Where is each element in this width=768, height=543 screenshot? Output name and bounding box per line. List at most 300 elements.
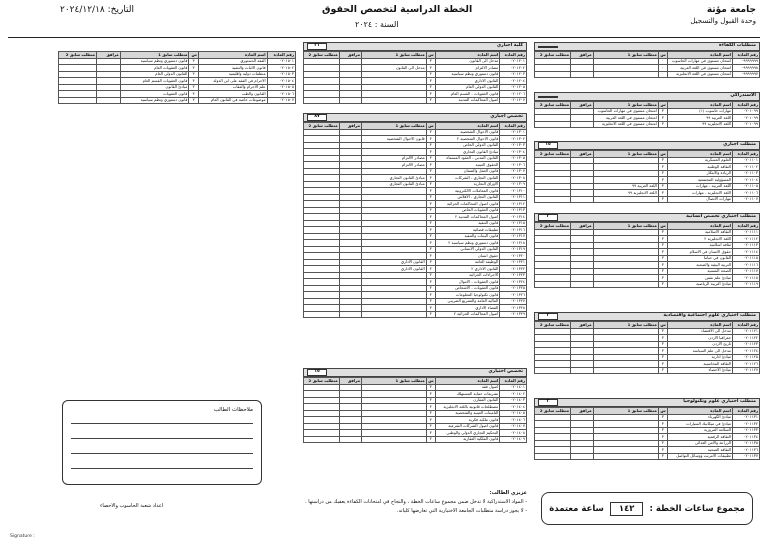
course-cell: ٠٢٠١٣٢٣ — [500, 272, 527, 279]
course-cell: ٠٢٠١١١٢ — [733, 236, 760, 243]
column-header: مرافق — [96, 52, 120, 59]
column-header: س — [426, 52, 435, 59]
course-cell: مبادئ القانون التجاري — [362, 175, 427, 182]
course-cell: ٠٢٠١٣٠٥ — [500, 155, 527, 162]
course-cell: ٣ — [426, 246, 435, 253]
course-cell: اصول فقه — [435, 384, 500, 391]
print-date — [60, 5, 134, 15]
course-cell: ٣ — [426, 266, 435, 273]
course-cell: القضاء الاداري — [435, 305, 500, 312]
block-header — [534, 312, 760, 321]
course-cell: ٠٢٠١١٣٦ — [733, 447, 760, 454]
course-cell: القانون الاداري — [362, 259, 427, 266]
course-cell: ٠٢٠١١٠٢ — [733, 164, 760, 171]
course-cell: ٣ — [658, 275, 667, 282]
course-cell: ٣ — [426, 384, 435, 391]
course-cell: ٠٢٠١١٠٤ — [733, 177, 760, 184]
course-cell: ٠٢٠١١٢٥ — [733, 354, 760, 361]
course-cell: ٣ — [426, 227, 435, 234]
course-cell: قانون العقوبات الخاص — [435, 207, 500, 214]
course-cell: التحكيم التجاري الدولي والوطني — [435, 430, 500, 437]
course-cell: الثقافة الاسلامية — [667, 229, 732, 236]
course-cell: السلامة المرورية — [667, 427, 732, 434]
course-cell: ٠٢٠١٣٠٧ — [500, 168, 527, 175]
course-cell: تطبيقات الانترنت ووسائل التواصل — [667, 453, 732, 460]
column-header: اسم المادة — [667, 151, 732, 158]
course-cell: ٠٢٠١١٠١ — [733, 157, 760, 164]
course-cell: ٣ — [658, 164, 667, 171]
credits-value: ١٥ — [307, 369, 327, 376]
course-cell: التأمينات العينية والشخصية — [435, 410, 500, 417]
course-cell: اللغة الانجليزية - مهارات — [667, 190, 732, 197]
course-cell: ٣ — [658, 242, 667, 249]
course-cell: موضوعات خاصة في القانون العام — [198, 97, 267, 104]
course-cell: القانون المدني - العقود المسماة — [435, 155, 500, 162]
course-cell: ٠٢٠١١٣٣ — [733, 427, 760, 434]
column-header: رقم المادة — [267, 52, 295, 59]
courses-table — [303, 377, 527, 443]
course-cell: مبادئ علم نفس — [667, 275, 732, 282]
course-cell — [535, 196, 571, 203]
course-cell — [535, 281, 571, 288]
course-cell: ٠٢٠١٥٠٤ — [267, 78, 295, 85]
course-cell — [304, 436, 340, 443]
course-cell: ٠ — [658, 65, 667, 72]
courses-table — [303, 122, 527, 318]
courses-table — [534, 407, 760, 460]
column-header: مرافق — [571, 322, 594, 329]
credits-value: ٣ — [538, 313, 558, 320]
course-cell: ٣ — [426, 240, 435, 247]
course-row — [304, 436, 527, 443]
course-cell: ٠٢٠١١٠٧ — [733, 196, 760, 203]
course-cell: ٠٢٠١٠٩٩ — [733, 108, 760, 115]
column-header: متطلب سابق 2 — [304, 52, 340, 59]
course-cell: مدخل الى علم السياسة — [667, 348, 732, 355]
course-cell: القانون والطب — [198, 91, 267, 98]
course-cell: الفقه الدستوري — [198, 58, 267, 65]
block-header — [303, 42, 527, 51]
block-credits — [538, 142, 558, 149]
header-rule — [8, 37, 760, 38]
course-cell: ٣ — [426, 78, 435, 85]
course-cell — [571, 453, 594, 460]
course-cell: ٠٢٠١١٢٦ — [733, 361, 760, 368]
course-cell: ٣ — [426, 162, 435, 169]
column-header: س — [189, 52, 198, 59]
course-cell: ٣ — [426, 194, 435, 201]
course-cell: ٣ — [189, 78, 198, 85]
column-header: متطلب سابق 1 — [362, 378, 427, 385]
column-header: متطلب سابق 2 — [535, 102, 571, 109]
course-cell: ٣ — [426, 168, 435, 175]
course-cell: اللغة الانجليزية ٩٩ — [593, 190, 658, 197]
course-cell: ٣ — [426, 207, 435, 214]
course-cell: ٠٢٠١٣٢٨ — [500, 305, 527, 312]
block-title: تخصص اختياري — [488, 369, 523, 375]
course-cell: القانون الدولي الانساني — [435, 246, 500, 253]
courses-table — [534, 101, 760, 128]
course-cell: قانون الاحوال الشخصية ٢ — [435, 136, 500, 143]
column-header: مرافق — [571, 408, 594, 415]
block-header — [303, 368, 527, 377]
column-header: اسم المادة — [435, 52, 500, 59]
course-cell: ٣ — [426, 259, 435, 266]
course-cell — [535, 121, 571, 128]
course-cell: امتحان مستوى في اللغة الانجليزية — [667, 71, 732, 78]
course-cell: قانون تكنولوجيا المعلومات — [435, 292, 500, 299]
course-cell — [339, 311, 361, 318]
course-cell: القانون الدولي العام — [120, 71, 189, 78]
course-cell: ٠٢٠١٢٠٢ — [500, 65, 527, 72]
course-cell: ٣ — [658, 157, 667, 164]
course-cell: ٣ — [189, 91, 198, 98]
course-cell: ٠٢٠١٢٠٦ — [500, 91, 527, 98]
column-header: متطلب سابق 1 — [120, 52, 189, 59]
course-cell: جغرافيا الاردن — [667, 335, 732, 342]
course-cell: قانون دستوري ونظم سياسية — [120, 97, 189, 104]
guide-note-2: - لا يجوز دراسة متطلبات الجامعة الاختيارية التي تعارضها كلياته. — [396, 508, 527, 514]
course-cell: ٣ — [658, 262, 667, 269]
course-cell: ٣ — [426, 285, 435, 292]
block-major-mandatory — [303, 113, 527, 318]
course-cell: ٣ — [658, 341, 667, 348]
course-cell: ٣ — [658, 348, 667, 355]
courses-table — [534, 321, 760, 374]
column-header: مرافق — [571, 102, 594, 109]
credits-value — [538, 96, 558, 98]
column-header: اسم المادة — [667, 102, 732, 109]
column-header: اسم المادة — [667, 223, 732, 230]
course-cell: ٠٢٠١٠٩٩ — [733, 115, 760, 122]
course-cell: مبادئ القانون — [120, 84, 189, 91]
course-cell: ٣ — [658, 447, 667, 454]
block-humanities-elective — [534, 213, 760, 288]
course-cell: مبادئ القانون التجاري — [435, 149, 500, 156]
course-cell: ٠٢٠١٣٢١ — [500, 259, 527, 266]
course-cell: ٣ — [658, 236, 667, 243]
course-cell: قانون العقوبات - الاموال — [435, 279, 500, 286]
course-cell: ٠٢٠١٣٠٤ — [500, 149, 527, 156]
course-cell: اللغة العربية ٩٩ — [593, 183, 658, 190]
course-cell: ٣ — [658, 440, 667, 447]
guide-title: عزيزي الطالب: — [489, 490, 527, 496]
column-header: اسم المادة — [667, 322, 732, 329]
course-cell: ٠٢٠١٥٠١ — [267, 58, 295, 65]
course-cell: ٠٢٠١٥٠٦ — [267, 91, 295, 98]
course-row — [535, 71, 760, 78]
course-cell — [535, 367, 571, 374]
block-credits — [538, 313, 558, 320]
courses-table — [303, 51, 527, 104]
course-cell: ٣ — [426, 149, 435, 156]
course-cell: قانون اصول المحاكمات الجزائية — [435, 201, 500, 208]
block-header — [534, 213, 760, 222]
credits-value: ٢١ — [307, 43, 327, 50]
course-cell: الثقافة الصحية — [667, 447, 732, 454]
guide-note-1: - المواد الاستدراكية لا تدخل ضمن مجموع ساعات الخطة ، والنجاح في امتحانات الكفاءة يعفيك من دراستها . — [305, 499, 527, 505]
column-header: رقم المادة — [733, 102, 760, 109]
course-cell: اصول المحاكمات المدنية — [435, 97, 500, 104]
course-cell: ٣ — [658, 108, 667, 115]
course-cell: ٣ — [426, 272, 435, 279]
course-cell: ٣ — [658, 453, 667, 460]
courses-table — [534, 150, 760, 203]
course-cell — [339, 97, 361, 104]
course-cell: ٠٢٠١٣٠٨ — [500, 175, 527, 182]
course-cell: ٠٢٠١٣١١ — [500, 194, 527, 201]
column-header: س — [658, 408, 667, 415]
course-cell: التربية البيئية والصحية — [667, 262, 732, 269]
course-cell — [304, 311, 340, 318]
course-cell: القانون التجاري - الشركات — [435, 175, 500, 182]
course-cell: ٣ — [426, 417, 435, 424]
course-cell: ٣ — [426, 220, 435, 227]
course-cell: ٠٢٠١٤٠٨ — [500, 430, 527, 437]
course-cell: مدخل الى القانون — [435, 58, 500, 65]
course-cell: ٠٢٠١١١٣ — [733, 242, 760, 249]
course-row — [535, 281, 760, 288]
course-cell: ٣ — [426, 298, 435, 305]
course-cell: تشريعات حماية المستهلك — [435, 391, 500, 398]
column-header: متطلب سابق 2 — [59, 52, 97, 59]
notes-line — [71, 468, 253, 469]
page-header — [0, 0, 768, 36]
column-header: مرافق — [571, 151, 594, 158]
course-cell: مصادر الالتزام — [435, 65, 500, 72]
column-header: مرافق — [339, 123, 361, 130]
column-header: متطلب سابق 2 — [535, 223, 571, 230]
block-major-elective — [303, 368, 527, 443]
credits-value: ٨٧ — [307, 114, 327, 121]
course-cell: ٣ — [658, 115, 667, 122]
course-cell: ٠٢٠١٣٢٢ — [500, 266, 527, 273]
course-cell: قانون الاثبات والتنفيذ — [198, 65, 267, 72]
course-cell: قانون العمل والضمان — [435, 168, 500, 175]
course-cell: ٣ — [426, 91, 435, 98]
course-cell: ٠٢٠١٢٠٥ — [500, 84, 527, 91]
column-header: متطلب سابق 1 — [593, 223, 658, 230]
course-cell: الريادة والابتكار — [667, 170, 732, 177]
course-cell: ٣ — [426, 279, 435, 286]
block-header — [534, 141, 760, 150]
course-cell: ٠٢٠١٣٢٤ — [500, 279, 527, 286]
course-cell: المالية العامة والتشريع الضريبي — [435, 298, 500, 305]
course-cell: امتحان مستوى في اللغة العربية — [667, 65, 732, 72]
course-cell: قانون المعاملات الالكترونية — [435, 188, 500, 195]
course-cell: قانون الملكية العقارية — [435, 436, 500, 443]
course-cell: ٣ — [658, 335, 667, 342]
course-cell: ٠٢٠١٣١٧ — [500, 233, 527, 240]
course-cell: ٣ — [658, 328, 667, 335]
course-cell: القانون الدولي الخاص — [435, 142, 500, 149]
course-cell: ٣ — [426, 410, 435, 417]
course-cell: ٣ — [658, 170, 667, 177]
course-cell: ٠٢٠١١١٧ — [733, 268, 760, 275]
column-header: مرافق — [571, 52, 594, 59]
course-cell: ٣ — [426, 214, 435, 221]
course-cell: مبادئ القانون التجاري — [362, 181, 427, 188]
course-cell: ٣ — [658, 367, 667, 374]
course-cell: ٣ — [658, 190, 667, 197]
course-cell: مبادئ ادارية — [667, 354, 732, 361]
course-cell: ٠٢٠١٥٠٣ — [267, 71, 295, 78]
course-cell — [362, 311, 427, 318]
course-row — [535, 196, 760, 203]
course-cell: ٣ — [426, 436, 435, 443]
course-cell: ٠٢٠١٣١٣ — [500, 207, 527, 214]
notes-line — [71, 453, 253, 454]
course-cell: مبادئ في ميكانيك السيارات — [667, 421, 732, 428]
block-science-elective — [534, 398, 760, 460]
course-cell: ٣ — [426, 404, 435, 411]
course-cell — [571, 367, 594, 374]
column-header: متطلب سابق 1 — [593, 151, 658, 158]
course-cell: ٣ — [658, 268, 667, 275]
course-cell: ٠٢٠١١٢١ — [733, 328, 760, 335]
course-cell: قانون الاحوال الشخصية — [362, 136, 427, 143]
course-cell: ٠٢٠١٣٢٥ — [500, 285, 527, 292]
course-cell — [535, 71, 571, 78]
course-cell — [593, 453, 658, 460]
course-cell: مبادئ الاحصاء — [667, 367, 732, 374]
column-header: س — [658, 151, 667, 158]
course-cell: ٣ — [189, 58, 198, 65]
course-cell: مصادر الالتزام — [362, 155, 427, 162]
prepared-by: اعداد شعبة الحاسوب والاحصاء — [100, 503, 164, 509]
column-header: متطلب سابق 1 — [362, 123, 427, 130]
course-cell: ٠٢٠١١١٨ — [733, 275, 760, 282]
block-title: كلية اجباري — [496, 43, 523, 49]
course-cell: مهارات الاتصال — [667, 196, 732, 203]
block-remedial — [534, 92, 760, 128]
course-cell: قانون الاحوال الشخصية — [435, 129, 500, 136]
course-cell: ٠٢٠١١٠٣ — [733, 170, 760, 177]
column-header: متطلب سابق 2 — [304, 378, 340, 385]
course-cell — [362, 97, 427, 104]
course-cell: الاجراءات الجزائية — [435, 272, 500, 279]
course-cell: القانون في حياتنا — [667, 255, 732, 262]
course-cell: ٠٢٠١٣٠١ — [500, 129, 527, 136]
course-cell: ٣ — [658, 183, 667, 190]
column-header: متطلب سابق 1 — [593, 408, 658, 415]
block-major-elective-list — [58, 51, 296, 104]
course-cell: ٠٢٠١٣٠٣ — [500, 142, 527, 149]
block-competency — [534, 42, 760, 78]
course-cell: ٠٢٠١٤٠١ — [500, 384, 527, 391]
notes-title: ملاحظات الطالب — [213, 407, 253, 413]
plan-year — [355, 20, 398, 29]
course-cell: ٣ — [426, 71, 435, 78]
course-cell: ٠٢٠١٤٠٥ — [500, 410, 527, 417]
course-cell: القانون المقارن — [435, 397, 500, 404]
course-cell: ٠٢٠١٤٠٦ — [500, 417, 527, 424]
course-cell: ٣ — [426, 423, 435, 430]
column-header: رقم المادة — [500, 378, 527, 385]
column-header: متطلب سابق 2 — [535, 151, 571, 158]
course-cell: ٣ — [658, 121, 667, 128]
column-header: متطلب سابق 2 — [304, 123, 340, 130]
course-cell — [593, 196, 658, 203]
block-faculty-mandatory — [303, 42, 527, 104]
course-cell: اصول المحاكمات الجزائية ٢ — [435, 311, 500, 318]
column-header: رقم المادة — [733, 151, 760, 158]
course-cell: ٠٢٠١١٢٢ — [733, 335, 760, 342]
plan-title: الخطة الدراسية لتخصص الحقوق — [322, 4, 473, 15]
course-cell: مهارات حاسوب (١) — [667, 108, 732, 115]
student-notes-box — [62, 400, 262, 485]
course-cell: امتحان مستوى في اللغة الانجليزية — [593, 121, 658, 128]
course-cell: ٣ — [426, 233, 435, 240]
block-social-elective — [534, 312, 760, 374]
year-value: ٢٠٢٤ — [355, 20, 373, 29]
course-cell: الحقوق العينية — [435, 162, 500, 169]
course-cell: ٠٩٩٩٩٩٩٧ — [733, 71, 760, 78]
course-cell — [362, 436, 427, 443]
course-cell: ٣ — [426, 129, 435, 136]
course-cell: ٠٢٠١٤٠٧ — [500, 423, 527, 430]
course-cell: ٣ — [426, 155, 435, 162]
column-header: متطلب سابق 2 — [535, 52, 571, 59]
course-cell: ٣ — [426, 58, 435, 65]
course-cell: تاريخ الاردن — [667, 341, 732, 348]
column-header: مرافق — [339, 52, 361, 59]
course-cell: ٠٢٠١٣١٤ — [500, 214, 527, 221]
year-label: السنة : — [374, 20, 399, 29]
course-cell: ٣ — [658, 229, 667, 236]
course-cell — [593, 281, 658, 288]
course-cell: ٣ — [426, 292, 435, 299]
course-cell: ٣ — [658, 196, 667, 203]
course-cell — [593, 367, 658, 374]
course-cell: الاوراق التجارية — [435, 181, 500, 188]
block-title: تخصص اجباري — [490, 114, 523, 120]
course-cell: ٠٩٩٩٩٩٩٨ — [733, 65, 760, 72]
column-header: رقم المادة — [733, 223, 760, 230]
course-cell: قانون اصول الشركات الشرعية — [435, 423, 500, 430]
signature-label: Signature : — [10, 534, 35, 539]
column-header: س — [658, 223, 667, 230]
course-cell: ٠٢٠١٣٠٦ — [500, 162, 527, 169]
course-cell: ٣ — [426, 188, 435, 195]
course-cell: مبادئ الكهرباء — [667, 414, 732, 421]
block-credits — [307, 114, 327, 121]
course-cell: ٠٢٠١١١٩ — [733, 281, 760, 288]
course-cell: مبادئ التربية الرياضية — [667, 281, 732, 288]
column-header: س — [426, 378, 435, 385]
date-label: التاريخ: — [107, 5, 135, 15]
course-cell: ٠٢٠١١١٥ — [733, 255, 760, 262]
block-credits — [307, 43, 327, 50]
course-cell: ٠٢٠١١٣١ — [733, 414, 760, 421]
block-university-mandatory — [534, 141, 760, 203]
course-row — [535, 453, 760, 460]
block-header — [534, 92, 760, 101]
course-cell: ٣ — [426, 201, 435, 208]
course-cell: ٠٢٠١٣٠٢ — [500, 136, 527, 143]
column-header: متطلب سابق 1 — [362, 52, 427, 59]
course-cell: منظمات دولية وأقليمية — [198, 71, 267, 78]
course-cell: ٠٢٠١١٣٢ — [733, 421, 760, 428]
column-header: س — [658, 322, 667, 329]
course-cell: اللغة العربية ٩٩ — [667, 115, 732, 122]
column-header: س — [426, 123, 435, 130]
block-credits — [307, 369, 327, 376]
course-cell: اللغة العربية - مهارات — [667, 183, 732, 190]
credits-value — [538, 46, 558, 48]
column-header: اسم المادة — [435, 123, 500, 130]
course-cell: ٠ — [658, 58, 667, 65]
